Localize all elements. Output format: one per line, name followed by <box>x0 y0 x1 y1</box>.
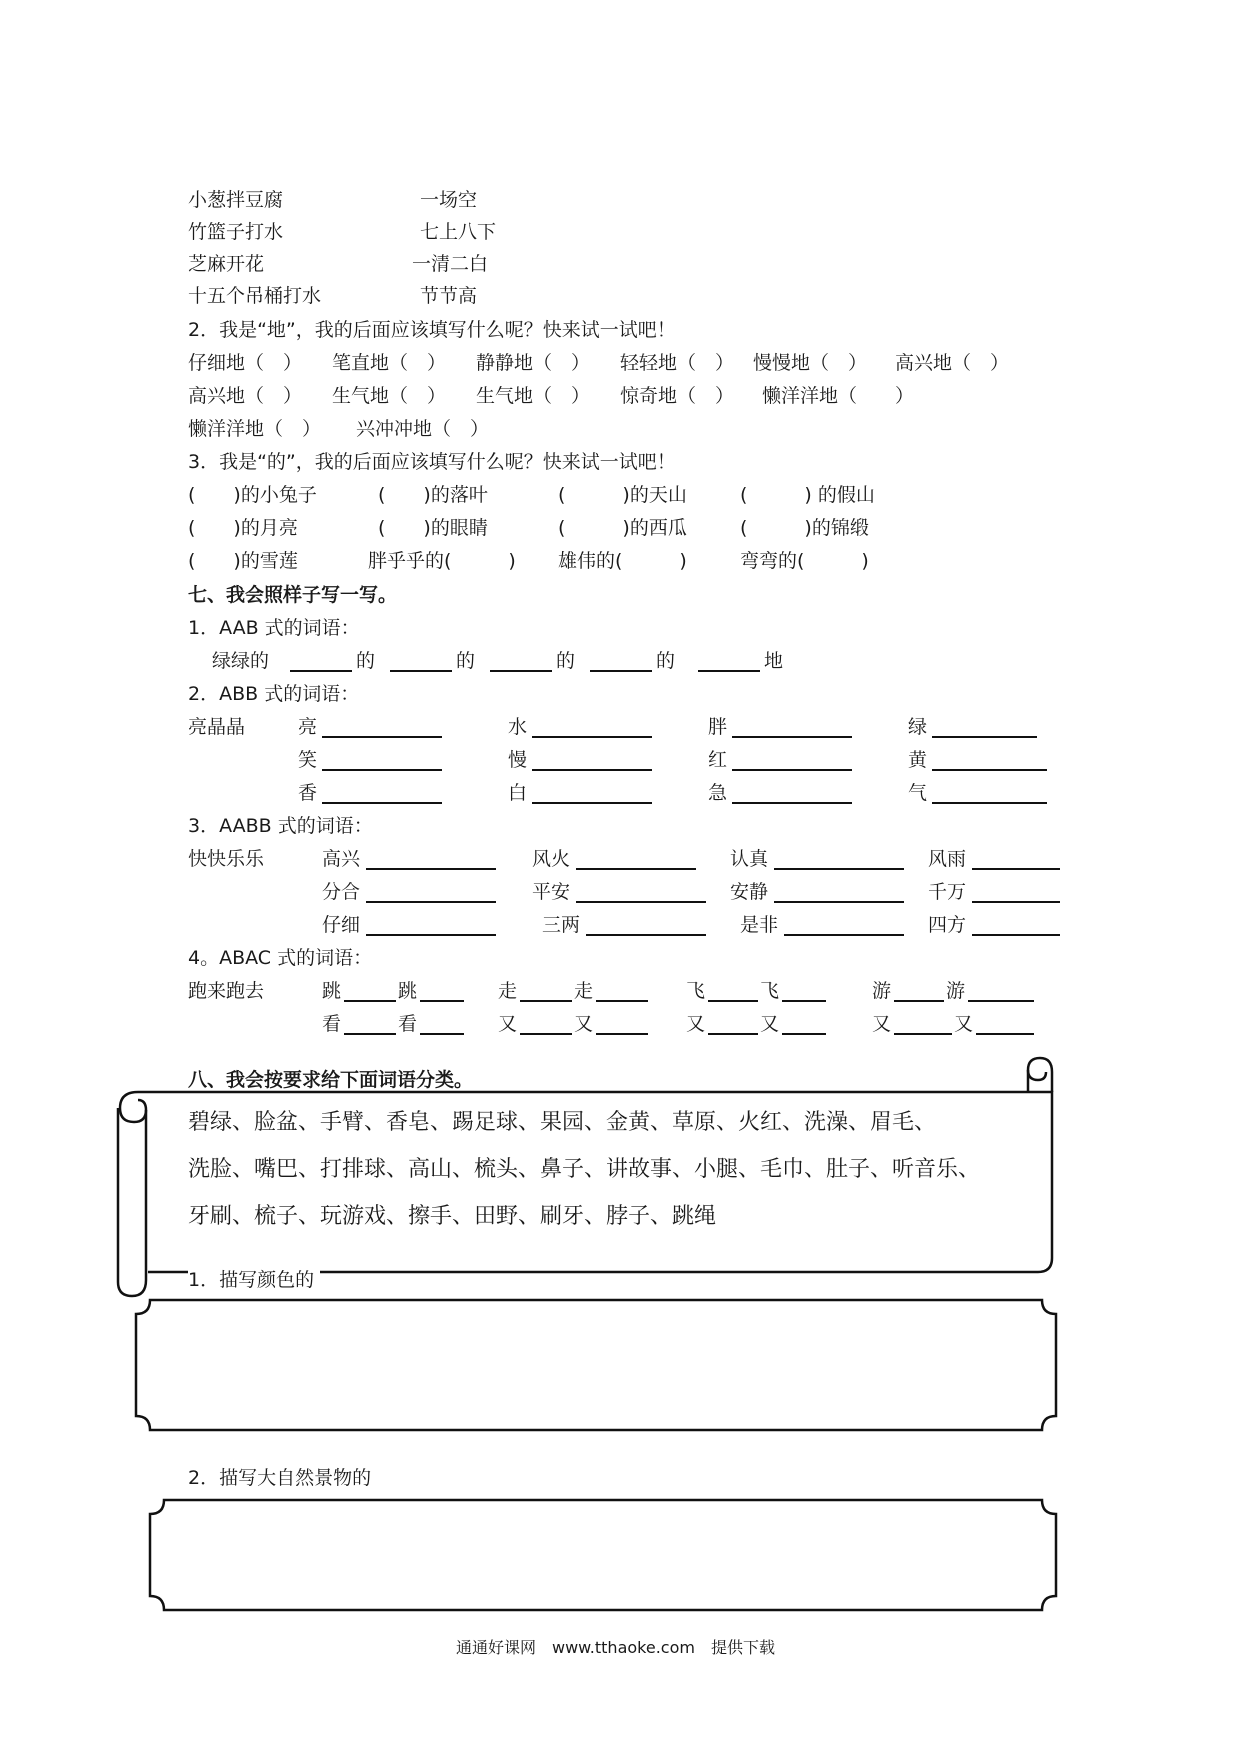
abac-char: 走 <box>574 980 594 1002</box>
abac-char: 跳 <box>398 980 418 1002</box>
abac-char: 走 <box>498 980 518 1002</box>
abb-prefix: 红 <box>708 749 728 771</box>
idiom-right: 七上八下 <box>420 221 497 243</box>
section-8-heading: 八、我会按要求给下面词语分类。 <box>188 1069 474 1091</box>
fill-item[interactable]: ( )的落叶 <box>378 484 488 506</box>
abb-prefix: 慢 <box>508 749 528 771</box>
fill-item[interactable]: 生气地（ ） <box>332 385 447 407</box>
idiom-left: 竹篮子打水 <box>188 221 284 243</box>
fill-item[interactable]: ( )的天山 <box>558 484 687 506</box>
word-list-line: 碧绿、脸盆、手臂、香皂、踢足球、果园、金黄、草原、火红、洗澡、眉毛、 <box>188 1110 937 1135</box>
abb-prefix: 气 <box>908 782 928 804</box>
abac-char: 又 <box>954 1013 974 1035</box>
abb-title: 2．ABB 式的词语： <box>188 683 360 705</box>
question-3-title: 3．我是“的”，我的后面应该填写什么呢？快来试一试吧！ <box>188 451 676 473</box>
fill-item[interactable]: ( )的小兔子 <box>188 484 317 506</box>
abac-char: 跳 <box>322 980 342 1002</box>
abb-prefix: 香 <box>298 782 318 804</box>
question-2-title: 2．我是“地”，我的后面应该填写什么呢？快来试一试吧！ <box>188 319 676 341</box>
aabb-prefix: 仔细 <box>322 914 361 936</box>
fill-item[interactable]: 高兴地（ ） <box>895 352 1010 374</box>
abac-char: 又 <box>574 1013 594 1035</box>
aabb-prefix: 高兴 <box>322 848 361 870</box>
answer-box-nature <box>150 1500 1056 1610</box>
abac-char: 看 <box>398 1013 418 1035</box>
abb-prefix: 绿 <box>908 716 928 738</box>
aabb-example: 快快乐乐 <box>188 848 265 870</box>
category-2-label: 2．描写大自然景物的 <box>188 1467 372 1489</box>
aabb-prefix: 风雨 <box>928 848 967 870</box>
fill-item[interactable]: 静静地（ ） <box>476 352 591 374</box>
abb-prefix: 白 <box>508 782 528 804</box>
aab-suffix: 的 <box>456 650 476 672</box>
fill-item[interactable]: 轻轻地（ ） <box>620 352 735 374</box>
aabb-prefix: 风火 <box>532 848 571 870</box>
abb-example: 亮晶晶 <box>188 716 246 738</box>
abac-char: 看 <box>322 1013 342 1035</box>
fill-item[interactable]: 兴冲冲地（ ） <box>356 418 490 440</box>
fill-item[interactable]: ( )的锦缎 <box>740 517 869 539</box>
aab-example: 绿绿的 <box>212 650 270 672</box>
aabb-prefix: 认真 <box>730 848 769 870</box>
section-7-heading: 七、我会照样子写一写。 <box>188 584 398 606</box>
aabb-prefix: 是非 <box>740 914 779 936</box>
aab-title: 1．AAB 式的词语： <box>188 617 360 639</box>
fill-item[interactable]: 慢慢地（ ） <box>753 352 868 374</box>
abac-char: 飞 <box>760 980 780 1002</box>
fill-item[interactable]: ( )的眼睛 <box>378 517 488 539</box>
aabb-prefix: 三两 <box>542 914 581 936</box>
fill-item[interactable]: 生气地（ ） <box>476 385 591 407</box>
word-list-line: 洗脸、嘴巴、打排球、高山、梳头、鼻子、讲故事、小腿、毛巾、肚子、听音乐、 <box>188 1157 981 1182</box>
fill-item[interactable]: 雄伟的( ) <box>558 550 687 572</box>
fill-item[interactable]: 仔细地（ ） <box>188 352 303 374</box>
aab-suffix: 的 <box>656 650 676 672</box>
fill-item[interactable]: ( )的雪莲 <box>188 550 298 572</box>
idiom-right: 一场空 <box>420 189 478 211</box>
idiom-right: 一清二白 <box>412 253 489 275</box>
aab-suffix: 地 <box>764 650 784 672</box>
abac-char: 游 <box>872 980 892 1002</box>
abac-example: 跑来跑去 <box>188 980 265 1002</box>
word-list-line: 牙刷、梳子、玩游戏、擦手、田野、刷牙、脖子、跳绳 <box>188 1204 717 1229</box>
fill-item[interactable]: 胖乎乎的( ) <box>368 550 516 572</box>
abb-prefix: 黄 <box>908 749 928 771</box>
aabb-prefix: 安静 <box>730 881 769 903</box>
answer-box-colors <box>136 1300 1056 1430</box>
abb-prefix: 水 <box>508 716 528 738</box>
category-1-label: 1．描写颜色的 <box>188 1268 320 1292</box>
abac-char: 游 <box>946 980 966 1002</box>
abac-title: 4。ABAC 式的词语： <box>188 947 373 969</box>
abac-char: 又 <box>686 1013 706 1035</box>
abac-char: 又 <box>872 1013 892 1035</box>
aab-suffix: 的 <box>356 650 376 672</box>
idiom-left: 十五个吊桶打水 <box>188 285 322 307</box>
aabb-prefix: 四方 <box>928 914 967 936</box>
aabb-prefix: 千万 <box>928 881 967 903</box>
abac-char: 又 <box>760 1013 780 1035</box>
idiom-left: 芝麻开花 <box>188 253 265 275</box>
fill-item[interactable]: 弯弯的( ) <box>740 550 869 572</box>
fill-item[interactable]: 惊奇地（ ） <box>620 385 735 407</box>
abb-prefix: 笑 <box>298 749 318 771</box>
aabb-prefix: 分合 <box>322 881 361 903</box>
abac-char: 又 <box>498 1013 518 1035</box>
abb-prefix: 亮 <box>298 716 318 738</box>
fill-item[interactable]: ( )的月亮 <box>188 517 298 539</box>
footer-credit: 通通好课网 www.tthaoke.com 提供下载 <box>456 1638 775 1657</box>
idiom-right: 节节高 <box>420 285 478 307</box>
fill-item[interactable]: ( ) 的假山 <box>740 484 875 506</box>
aabb-prefix: 平安 <box>532 881 571 903</box>
idiom-left: 小葱拌豆腐 <box>188 189 284 211</box>
aabb-title: 3．AABB 式的词语： <box>188 815 373 837</box>
abac-char: 飞 <box>686 980 706 1002</box>
fill-item[interactable]: ( )的西瓜 <box>558 517 687 539</box>
fill-item[interactable]: 懒洋洋地（ ） <box>188 418 322 440</box>
abb-prefix: 急 <box>708 782 728 804</box>
fill-item[interactable]: 懒洋洋地（ ） <box>762 385 915 407</box>
abb-prefix: 胖 <box>708 716 728 738</box>
fill-item[interactable]: 笔直地（ ） <box>332 352 447 374</box>
fill-item[interactable]: 高兴地（ ） <box>188 385 303 407</box>
aab-suffix: 的 <box>556 650 576 672</box>
